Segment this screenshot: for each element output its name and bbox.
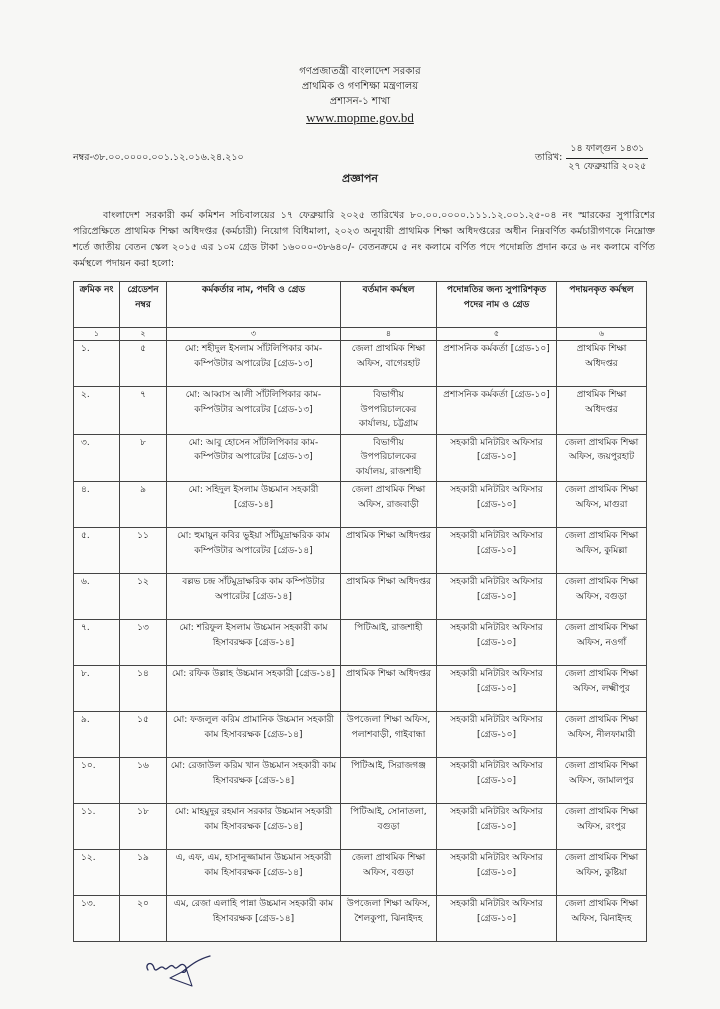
- name-cell: এম, রেজা এলাহি পান্না উচ্চমান সহকারী কাম হিসাবরক্ষক [গ্রেড-১৪]: [167, 896, 341, 942]
- posting-cell: প্রাথমিক শিক্ষা অধিদপ্তর: [557, 387, 647, 435]
- header-gradation: গ্রেডেশন নম্বর: [120, 282, 167, 328]
- header-name: কর্মকর্তার নাম, পদবি ও গ্রেড: [167, 282, 341, 328]
- name-cell: বল্লভ চন্দ্র সাঁটমুদ্রাক্ষরিক কাম কম্পিউটার অপারেটর [গ্রেড-১৪]: [167, 574, 341, 620]
- website-link[interactable]: www.mopme.gov.bd: [306, 110, 414, 125]
- posting-cell: জেলা প্রাথমিক শিক্ষা অফিস, জামালপুর: [557, 758, 647, 804]
- gradation-cell: ৫: [120, 341, 167, 387]
- serial-cell: ২.: [74, 387, 120, 435]
- column-number: ৪: [341, 328, 437, 341]
- gradation-cell: ৯: [120, 482, 167, 528]
- gradation-cell: ১২: [120, 574, 167, 620]
- header-serial: ক্রমিক নং: [74, 282, 120, 328]
- notice-title: প্রজ্ঞাপন: [342, 172, 378, 185]
- table-row: [74, 528, 647, 574]
- current-workplace-cell: উপজেলা শিক্ষা অফিস, শৈলকুপা, ঝিনাইদহ: [341, 896, 437, 942]
- table-row: [74, 850, 647, 896]
- promoted-post-cell: প্রশাসনিক কর্মকর্তা [গ্রেড-১০]: [437, 341, 557, 387]
- promoted-post-cell: সহকারী মনিটরিং অফিসার [গ্রেড-১০]: [437, 896, 557, 942]
- current-workplace-cell: পিটিআই, সিরাজগঞ্জ: [341, 758, 437, 804]
- serial-cell: ১০.: [74, 758, 120, 804]
- posting-cell: জেলা প্রাথমিক শিক্ষা অফিস, রংপুর: [557, 804, 647, 850]
- serial-cell: ১৩.: [74, 896, 120, 942]
- date-bangla: ১৪ ফাল্গুন ১৪৩১: [566, 142, 648, 159]
- table-body: [74, 341, 647, 942]
- posting-cell: জেলা প্রাথমিক শিক্ষা অফিস, কুষ্টিয়া: [557, 850, 647, 896]
- gradation-cell: ১৮: [120, 804, 167, 850]
- current-workplace-cell: পিটিআই, রাজশাহী: [341, 620, 437, 666]
- table-row: [74, 712, 647, 758]
- gradation-cell: ১৫: [120, 712, 167, 758]
- serial-cell: ১১.: [74, 804, 120, 850]
- gradation-cell: ২০: [120, 896, 167, 942]
- column-number: ১: [74, 328, 120, 341]
- promotion-table: [73, 281, 647, 942]
- name-cell: মো: মাহমুদুর রহমান সরকার উচ্চমান সহকারী কাম হিসাবরক্ষক [গ্রেড-১৪]: [167, 804, 341, 850]
- serial-cell: ১.: [74, 341, 120, 387]
- table-row: [74, 804, 647, 850]
- name-cell: মো: ফজলুল করিম প্রামানিক উচ্চমান সহকারী কাম হিসাবরক্ষক [গ্রেড-১৪]: [167, 712, 341, 758]
- government-name: গণপ্রজাতন্ত্রী বাংলাদেশ সরকার: [299, 66, 421, 77]
- table-row: [74, 387, 647, 435]
- serial-cell: ১২.: [74, 850, 120, 896]
- table-row: [74, 896, 647, 942]
- current-workplace-cell: প্রাথমিক শিক্ষা অধিদপ্তর: [341, 666, 437, 712]
- promoted-post-cell: সহকারী মনিটরিং অফিসার [গ্রেড-১০]: [437, 620, 557, 666]
- current-workplace-cell: উপজেলা শিক্ষা অফিস, পলাশবাড়ী, গাইবান্ধা: [341, 712, 437, 758]
- header-posting: পদায়নকৃত কর্মস্থল: [557, 282, 647, 328]
- current-workplace-cell: প্রাথমিক শিক্ষা অধিদপ্তর: [341, 528, 437, 574]
- name-cell: মো: সহিদুল ইসলাম উচ্চমান সহকারী [গ্রেড-১৪]: [167, 482, 341, 528]
- posting-cell: জেলা প্রাথমিক শিক্ষা অফিস, নীলফামারী: [557, 712, 647, 758]
- posting-cell: জেলা প্রাথমিক শিক্ষা অফিস, নওগাঁ: [557, 620, 647, 666]
- gradation-cell: ৮: [120, 434, 167, 482]
- promoted-post-cell: সহকারী মনিটরিং অফিসার [গ্রেড-১০]: [437, 528, 557, 574]
- table-row: [74, 341, 647, 387]
- gradation-cell: ১৯: [120, 850, 167, 896]
- name-cell: মো: রেজাউল করিম খান উচ্চমান সহকারী কাম হিসাবরক্ষক [গ্রেড-১৪]: [167, 758, 341, 804]
- name-cell: মো: আব্বাস আলী সাঁটলিপিকার কাম-কম্পিউটার অপারেটর [গ্রেড-১৩]: [167, 387, 341, 435]
- letterhead: [0, 64, 720, 126]
- posting-cell: জেলা প্রাথমিক শিক্ষা অফিস, লক্ষ্মীপুর: [557, 666, 647, 712]
- promoted-post-cell: সহকারী মনিটরিং অফিসার [গ্রেড-১০]: [437, 758, 557, 804]
- posting-cell: জেলা প্রাথমিক শিক্ষা অফিস, বগুড়া: [557, 574, 647, 620]
- name-cell: মো: শরিফুল ইসলাম উচ্চমান সহকারী কাম হিসাবরক্ষক [গ্রেড-১৪]: [167, 620, 341, 666]
- posting-cell: জেলা প্রাথমিক শিক্ষা অফিস, কুমিল্লা: [557, 528, 647, 574]
- table-row: [74, 620, 647, 666]
- serial-cell: ৪.: [74, 482, 120, 528]
- promoted-post-cell: সহকারী মনিটরিং অফিসার [গ্রেড-১০]: [437, 574, 557, 620]
- promoted-post-cell: সহকারী মনিটরিং অফিসার [গ্রেড-১০]: [437, 804, 557, 850]
- gradation-cell: ১৬: [120, 758, 167, 804]
- gradation-cell: ১৪: [120, 666, 167, 712]
- promoted-post-cell: সহকারী মনিটরিং অফিসার [গ্রেড-১০]: [437, 850, 557, 896]
- column-number: ২: [120, 328, 167, 341]
- table-row: [74, 574, 647, 620]
- promoted-post-cell: প্রশাসনিক কর্মকর্তা [গ্রেড-১০]: [437, 387, 557, 435]
- current-workplace-cell: জেলা প্রাথমিক শিক্ষা অফিস, রাজবাড়ী: [341, 482, 437, 528]
- column-number: ৩: [167, 328, 341, 341]
- table-header-row: [74, 282, 647, 328]
- serial-cell: ৬.: [74, 574, 120, 620]
- table-row: [74, 482, 647, 528]
- promoted-post-cell: সহকারী মনিটরিং অফিসার [গ্রেড-১০]: [437, 712, 557, 758]
- gradation-cell: ১৩: [120, 620, 167, 666]
- posting-cell: জেলা প্রাথমিক শিক্ষা অফিস, মাগুরা: [557, 482, 647, 528]
- serial-cell: ৮.: [74, 666, 120, 712]
- branch-name: প্রশাসন-১ শাখা: [329, 96, 391, 107]
- current-workplace-cell: জেলা প্রাথমিক শিক্ষা অফিস, বগুড়া: [341, 850, 437, 896]
- promoted-post-cell: সহকারী মনিটরিং অফিসার [গ্রেড-১০]: [437, 434, 557, 482]
- posting-cell: জেলা প্রাথমিক শিক্ষা অফিস, ঝিনাইদহ: [557, 896, 647, 942]
- memo-number: নম্বর-৩৮.০০.০০০০.০০১.১২.০১৬.২৪.২১০: [73, 152, 244, 163]
- name-cell: মো: আবু হোসেন সাঁটলিপিকার কাম-কম্পিউটার অপারেটর [গ্রেড-১৩]: [167, 434, 341, 482]
- current-workplace-cell: বিভাগীয় উপপরিচালকের কার্যালয়, রাজশাহী: [341, 434, 437, 482]
- serial-cell: ৯.: [74, 712, 120, 758]
- signature: [140, 950, 220, 990]
- date-label: তারিখ:: [535, 152, 563, 163]
- table-row: [74, 666, 647, 712]
- current-workplace-cell: পিটিআই, সোনাতলা, বগুড়া: [341, 804, 437, 850]
- promoted-post-cell: সহকারী মনিটরিং অফিসার [গ্রেড-১০]: [437, 666, 557, 712]
- posting-cell: প্রাথমিক শিক্ষা অধিদপ্তর: [557, 341, 647, 387]
- current-workplace-cell: বিভাগীয় উপপরিচালকের কার্যালয়, চট্টগ্রাম: [341, 387, 437, 435]
- name-cell: মো: রফিক উল্লাহ উচ্চমান সহকারী [গ্রেড-১৪]: [167, 666, 341, 712]
- table-row: [74, 434, 647, 482]
- name-cell: এ, এফ, এম, হাসানুজ্জামান উচ্চমান সহকারী কাম হিসাবরক্ষক [গ্রেড-১৪]: [167, 850, 341, 896]
- column-number: ৬: [557, 328, 647, 341]
- column-number: ৫: [437, 328, 557, 341]
- ministry-name: প্রাথমিক ও গণশিক্ষা মন্ত্রণালয়: [301, 81, 419, 92]
- serial-cell: ৭.: [74, 620, 120, 666]
- header-promoted-post: পদোন্নতির জন্য সুপারিশকৃত পদের নাম ও গ্রেড: [437, 282, 557, 328]
- body-paragraph: বাংলাদেশ সরকারী কর্ম কমিশন সচিবালয়ের ১৭ ফেব্রুয়ারি ২০২৫ তারিখের ৮০.০০.০০০০.১১১.১২.০০১.২৫-০৪ নং স্মারকের সুপারিশের পরিপ্রেক্ষিতে প্রাথমিক শিক্ষা অধিদপ্তর (কর্মচারী) নিয়োগ বিধিমালা, ২০২৩ অনুযায়ী প্রাথমিক শিক্ষা অধিদপ্তরের অধীন নিম্নবর্ণিত কর্মচারীগণকে নিম্নোক্ত শর্তে জাতীয় বেতন স্কেল ২০১৫ এর ১০ম গ্রেড টাকা ১৬০০০-৩৮৬৪০/- বেতনক্রমে ৫ নং কলামে বর্ণিত পদে পদোন্নতি প্রদান করে ৬ নং কলামে বর্ণিত কর্মস্থলে পদায়ন করা হলো:: [73, 210, 655, 269]
- gradation-cell: ৭: [120, 387, 167, 435]
- gradation-cell: ১১: [120, 528, 167, 574]
- header-current-workplace: বর্তমান কর্মস্থল: [341, 282, 437, 328]
- name-cell: মো: হুমায়ুন কবির ভুইয়া সাঁটমুদ্রাক্ষরিক কাম কম্পিউটার অপারেটর [গ্রেড-১৪]: [167, 528, 341, 574]
- name-cell: মো: শহীদুল ইসলাম সাঁটলিপিকার কাম-কম্পিউটার অপারেটর [গ্রেড-১৩]: [167, 341, 341, 387]
- date-gregorian: ২৭ ফেব্রুয়ারি ২০২৫: [568, 161, 647, 172]
- table-row: [74, 758, 647, 804]
- column-number-row: [74, 328, 647, 341]
- current-workplace-cell: প্রাথমিক শিক্ষা অধিদপ্তর: [341, 574, 437, 620]
- promoted-post-cell: সহকারী মনিটরিং অফিসার [গ্রেড-১০]: [437, 482, 557, 528]
- serial-cell: ৫.: [74, 528, 120, 574]
- serial-cell: ৩.: [74, 434, 120, 482]
- posting-cell: জেলা প্রাথমিক শিক্ষা অফিস, জয়পুরহাট: [557, 434, 647, 482]
- current-workplace-cell: জেলা প্রাথমিক শিক্ষা অফিস, বাগেরহাট: [341, 341, 437, 387]
